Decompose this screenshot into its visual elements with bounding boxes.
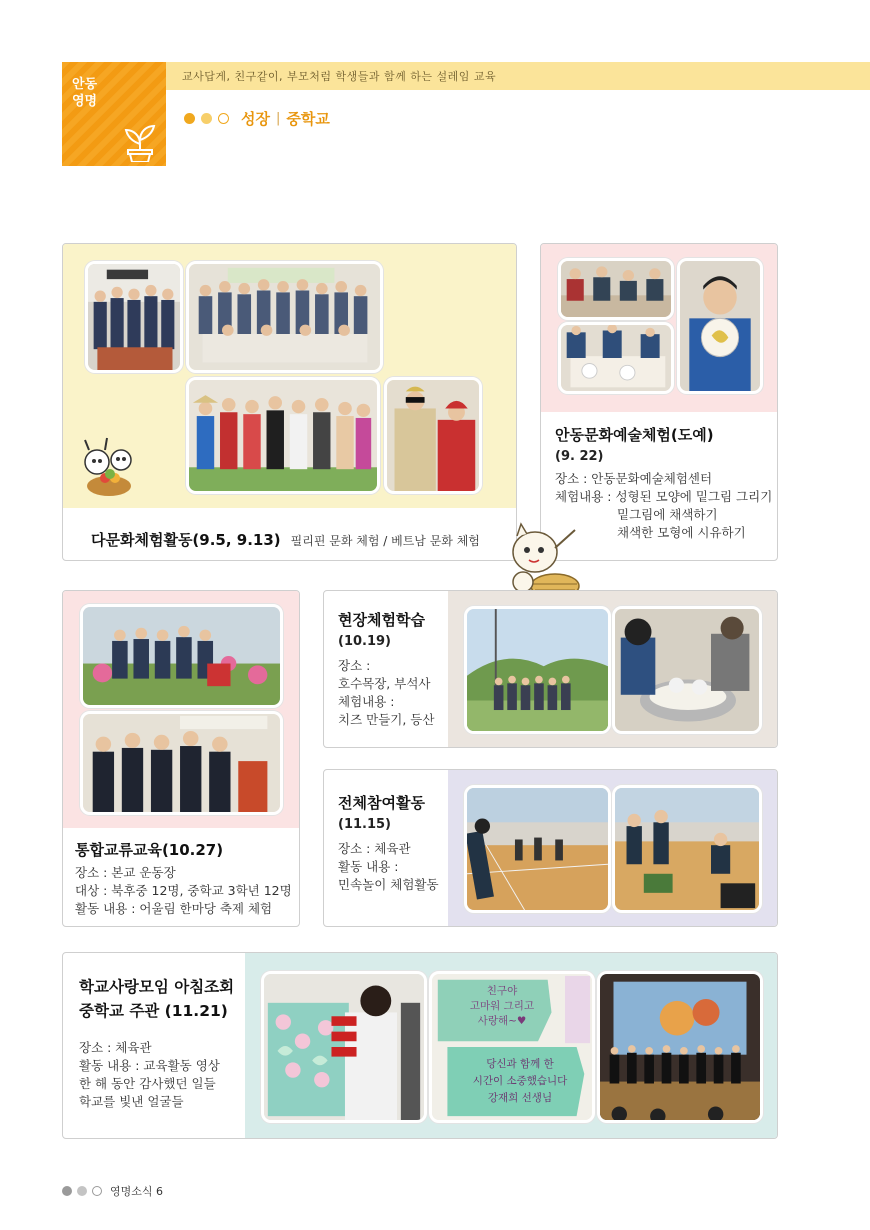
photo-gym-game: [464, 785, 611, 913]
photo-thank-you-cards: [429, 971, 595, 1123]
dot-icon: [62, 1186, 72, 1196]
card-subtitle: 필리핀 문화 체험 / 베트남 문화 체험: [290, 534, 480, 548]
card-details: 장소 : 본교 운동장 대상 : 북후중 12명, 중학교 3학년 12명 활동 내용 : 어울림 한마당 축제 체험: [75, 865, 292, 916]
section-subtitle: 중학교: [286, 110, 330, 128]
card-title: 학교사랑모임 아침조회 중학교 주관 (11.21): [79, 978, 235, 1020]
photo-vietnam-costumes: [186, 377, 380, 494]
photo-class-group: [186, 261, 383, 373]
section-separator: |: [275, 111, 281, 126]
dot-icon: [184, 113, 195, 124]
dot-icon: [218, 113, 229, 124]
photo-painting-table: [558, 322, 674, 394]
mascot-icon: [75, 432, 143, 500]
dot-icon: [92, 1186, 102, 1196]
section-title: 성장: [241, 110, 270, 128]
tagline: 교사답게, 친구같이, 부모처럼 학생들과 함께 하는 설레임 교육: [182, 70, 497, 83]
exchange-text: [75, 839, 292, 918]
card-message-1: 친구야 고마워 그리고 사랑해~♥: [469, 985, 535, 1027]
photo-group-portrait: [85, 261, 183, 373]
card-title: 전체참여활동: [338, 794, 425, 812]
card-date: (11.15): [338, 817, 392, 832]
photo-traditional-dress: [384, 377, 482, 494]
card-date: (10.19): [338, 634, 392, 649]
tagline-bar: [166, 62, 870, 90]
photo-cheese-making: [612, 606, 762, 734]
all-participation-text: [338, 792, 439, 894]
exchange-card: [62, 590, 300, 927]
section-badge: [62, 62, 166, 166]
page-footer: [62, 1183, 163, 1199]
dot-icon: [201, 113, 212, 124]
card-title: 다문화체험활동(9.5, 9.13): [91, 531, 281, 549]
photo-festival-group: [80, 604, 283, 708]
card-message-2: 당신과 함께 한 시간이 소중했습니다 강재희 선생님: [472, 1058, 568, 1104]
card-details: 장소 : 체육관 활동 내용 : 민속놀이 체험활동: [338, 841, 439, 892]
photo-gym-students: [612, 785, 762, 913]
multicultural-caption: [91, 529, 480, 550]
photo-students-booth: [80, 711, 283, 815]
photo-ceramics-class: [558, 258, 674, 320]
ceramics-card: [540, 243, 778, 561]
morning-assembly-card: [62, 952, 778, 1139]
page-number-label: 영명소식 6: [110, 1185, 163, 1198]
field-trip-text: [338, 609, 434, 729]
section-heading: [184, 108, 330, 129]
badge-label: 안동 영명: [72, 77, 98, 109]
card-details: 장소 : 호수목장, 부석사 체험내용 : 치즈 만들기, 등산: [338, 658, 435, 727]
card-details: 장소 : 체육관 활동 내용 : 교육활동 영상 한 해 동안 감사했던 일들 학교를 빛낸 얼굴들: [79, 1040, 220, 1109]
assembly-text: [79, 975, 234, 1111]
plant-icon: [122, 122, 158, 162]
dot-icon: [77, 1186, 87, 1196]
ceramics-text: [555, 424, 772, 542]
card-title: 현장체험학습: [338, 611, 425, 629]
multicultural-card: [62, 243, 517, 561]
card-title: 안동문화예술체험(도예): [555, 426, 714, 444]
card-details: 장소 : 안동문화예술체험센터 체험내용 : 성형된 모양에 밑그림 그리기 밑그림에 채색하기 채색한 모형에 시유하기: [555, 471, 773, 540]
all-participation-card: [323, 769, 778, 927]
photo-message-board: [261, 971, 427, 1123]
photo-student-plate: [677, 258, 763, 394]
photo-stage-performance: [597, 971, 763, 1123]
card-date: (9. 22): [555, 449, 604, 464]
field-trip-card: [323, 590, 778, 748]
photo-farm-group: [464, 606, 611, 734]
card-title: 통합교류교육(10.27): [75, 841, 224, 859]
